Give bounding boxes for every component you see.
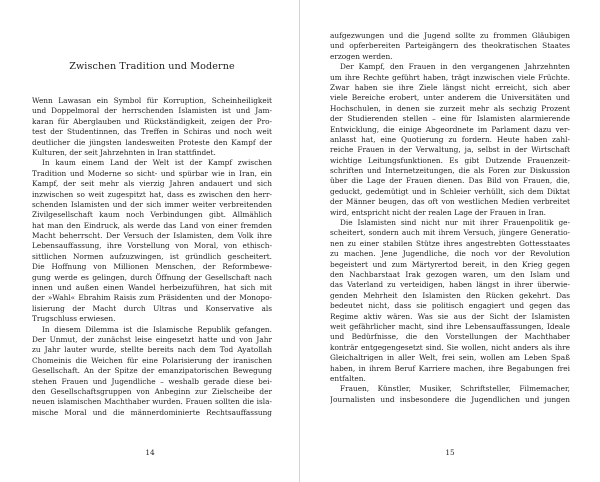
text-line: aufgezwungen und die Jugend sollte zu frommen Gläubigen [330,31,570,40]
text-line: begeistert und zum Märtyrertod bereit, in den Krieg gegen [330,259,570,269]
text-line: In kaum einem Land der Welt ist der Kampf zwischen [42,158,272,168]
text-line: schriften und Internetzeitungen, die als Foren zur Diskussion [330,166,570,176]
text-line: Wenn Lawasan ein Symbol für Korruption, Scheinheiligkeit [32,96,272,105]
text-line: sittlichen Normen aufzuzwingen, ist gründlich gescheitert. [32,251,272,261]
text-line: Entwicklung, die einige Abgeordnete im Parlament dazu ver- [330,124,570,134]
text-line: der »Wahl« Ebrahim Raisis zum Präsidenten und der Monopo- [32,293,272,303]
right-body-text [330,31,570,405]
text-line: Tradition und Moderne so sicht- und spürbar wie in Iran, ein [32,168,272,178]
text-line: hat man den Eindruck, als werde das Land von einer fremden [32,220,272,230]
text-line: das Vaterland zu verteidigen, haben längst in ihrer überwie- [330,280,570,290]
text-line: wird, entspricht nicht der realen Lage der Frauen in Iran. [330,207,547,217]
text-line: In diesem Dilemma ist die Islamische Republik gefangen. [42,324,272,334]
text-line: mische Moral und die männerdominierte Rechtsauffassung [32,407,272,417]
text-line: scheitert, sondern auch mit ihrem Versuch, jüngere Generatio- [330,228,570,238]
text-line: schenden Islamisten und der sich immer weiter verbreitenden [32,199,272,209]
chapter-title: Zwischen Tradition und Moderne [69,61,235,72]
text-line: wichtige Leitungsfunktionen. Es gibt Dutzende Frauenzeit- [330,155,570,165]
text-line: den Gesellschaftsgruppen von Anbeginn zur Zielscheibe der [32,386,272,396]
text-line: innen und außen einen Wandel herbeizuführen, hat sich mit [32,283,272,293]
text-line: Kulturen, der seit Jahrzehnten in Iran stattfindet. [32,147,216,157]
text-line: viele Bereiche erobert, unter anderem die Universitäten und [330,93,570,103]
text-line: nen zu einer stabilen Stütze ihres angestrebten Gottesstaates [330,238,570,248]
text-line: Trugschluss erwiesen. [32,314,116,324]
text-line: Chomeinis die Weichen für eine Polarisierung der iranischen [32,355,272,365]
text-line: Regime aktiv wären. Was sie aus der Sicht der Islamisten [330,311,570,321]
text-line: entfalten. [330,373,366,383]
text-line: erzogen werden. [330,51,393,61]
text-line: und Doppelmoral der herrschenden Islamisten ist und Jam- [32,106,272,116]
text-line: neuen islamischen Machthaber wurden. Frauen sollten die isla- [32,397,272,407]
text-line: Die Hoffnung von Millionen Menschen, der Reformbewe- [32,262,272,272]
right-page [300,0,599,482]
text-line: über die Lage der Frauen dienen. Das Bild von Frauen, die, [330,176,570,186]
text-line: deutlicher die jüngsten landesweiten Proteste den Kampf der [32,137,272,147]
text-line: Hochschulen, in denen sie zurzeit mehr als sechzig Prozent [330,103,570,113]
text-line: und opferbereiten Parteigängern des theokratischen Staates [330,41,570,51]
text-line: Gleichaltrigen in aller Welt, frei sein, wollen am Leben Spaß [330,353,570,363]
text-line: konträr entgegengesetzt sind. Sie wollen, nicht anders als ihre [330,342,570,352]
text-line: Macht beherrscht. Der Versuch der Islamisten, dem Volk ihre [32,231,272,241]
left-page [0,0,299,482]
text-line: Kampf, der seit mehr als vierzig Jahren andauert und sich [32,179,272,189]
text-line: Der Unmut, der zunächst leise eingesetzt hatte und von Jahr [32,334,272,344]
text-line: der Männer beugen, das oft von westlichen Medien verbreitet [330,197,570,207]
text-line: Der Kampf, den Frauen in den vergangenen Jahrzehnten [340,62,570,72]
text-line: geduckt, gedemütigt und in Schleier verhüllt, sich dem Diktat [330,186,570,196]
text-line: reiche Frauen in der Verwaltung, ja, selbst in der Wirtschaft [330,145,570,155]
left-page-number: 14 [145,448,155,457]
text-line: zu machen. Jene Jugendliche, die noch vor der Revolution [330,249,570,259]
text-line: stehen Frauen und Jugendliche – weshalb gerade diese bei- [32,376,272,386]
text-line: haben, in ihrem Beruf Karriere machen, ihre Begabungen frei [330,363,570,373]
text-line: Die Islamisten sind nicht nur mit ihrer Frauenpolitik ge- [340,218,570,228]
text-line: der Studierenden stellen – eine für Islamisten alarmierende [330,114,570,124]
right-page-number: 15 [445,448,455,457]
text-line: test der Studentinnen, das Treffen in Schiras und noch weit [32,127,272,137]
text-line: weit gefährlicher macht, sind ihre Lebensauffassungen, Ideale [330,321,570,331]
text-line: karan für Aberglauben und Rückständigkeit, zeigen der Pro- [32,116,272,126]
text-line: Gesellschaft. An der Spitze der emanzipatorischen Bewegung [32,366,272,376]
text-line: Zivilgesellschaft kaum noch Verbindungen gibt. Allmählich [32,210,272,220]
text-line: inzwischen so weit zugespitzt hat, dass es zwischen den herr- [32,189,272,199]
text-line: und Bedürfnisse, die den Vorstellungen der Machthaber [330,332,570,342]
text-line: Journalisten und insbesondere die Jugendlichen und jungen [330,394,570,404]
text-line: den Nachbarstaat Irak gezogen waren, um den Islam und [330,269,570,279]
text-line: Zwar haben sie ihre Ziele längst nicht erreicht, sich aber [330,82,570,92]
text-line: zu Jahr lauter wurde, stellte bereits nach dem Tod Ayatollah [32,345,272,355]
text-line: Lebensauffassung, ihre Vorstellung von Moral, von ethisch- [32,241,272,251]
text-line: gung werde es gelingen, durch Öffnung der Gesellschaft nach [32,272,272,282]
text-line: genden Mehrheit den Islamisten den Rücken gekehrt. Das [330,290,570,300]
text-line: um ihre Rechte geführt haben, trägt inzwischen viele Früchte. [330,72,570,82]
left-body-text [32,96,272,418]
text-line: lisierung der Macht durch Ultras und Konservative als [32,303,272,313]
text-line: bedeutet nicht, dass sie politisch engagiert und gegen das [330,301,570,311]
text-line: Frauen, Künstler, Musiker, Schriftsteller, Filmemacher, [340,384,570,394]
text-line: anlasst hat, eine Quotierung zu fordern. Heute haben zahl- [330,134,570,144]
